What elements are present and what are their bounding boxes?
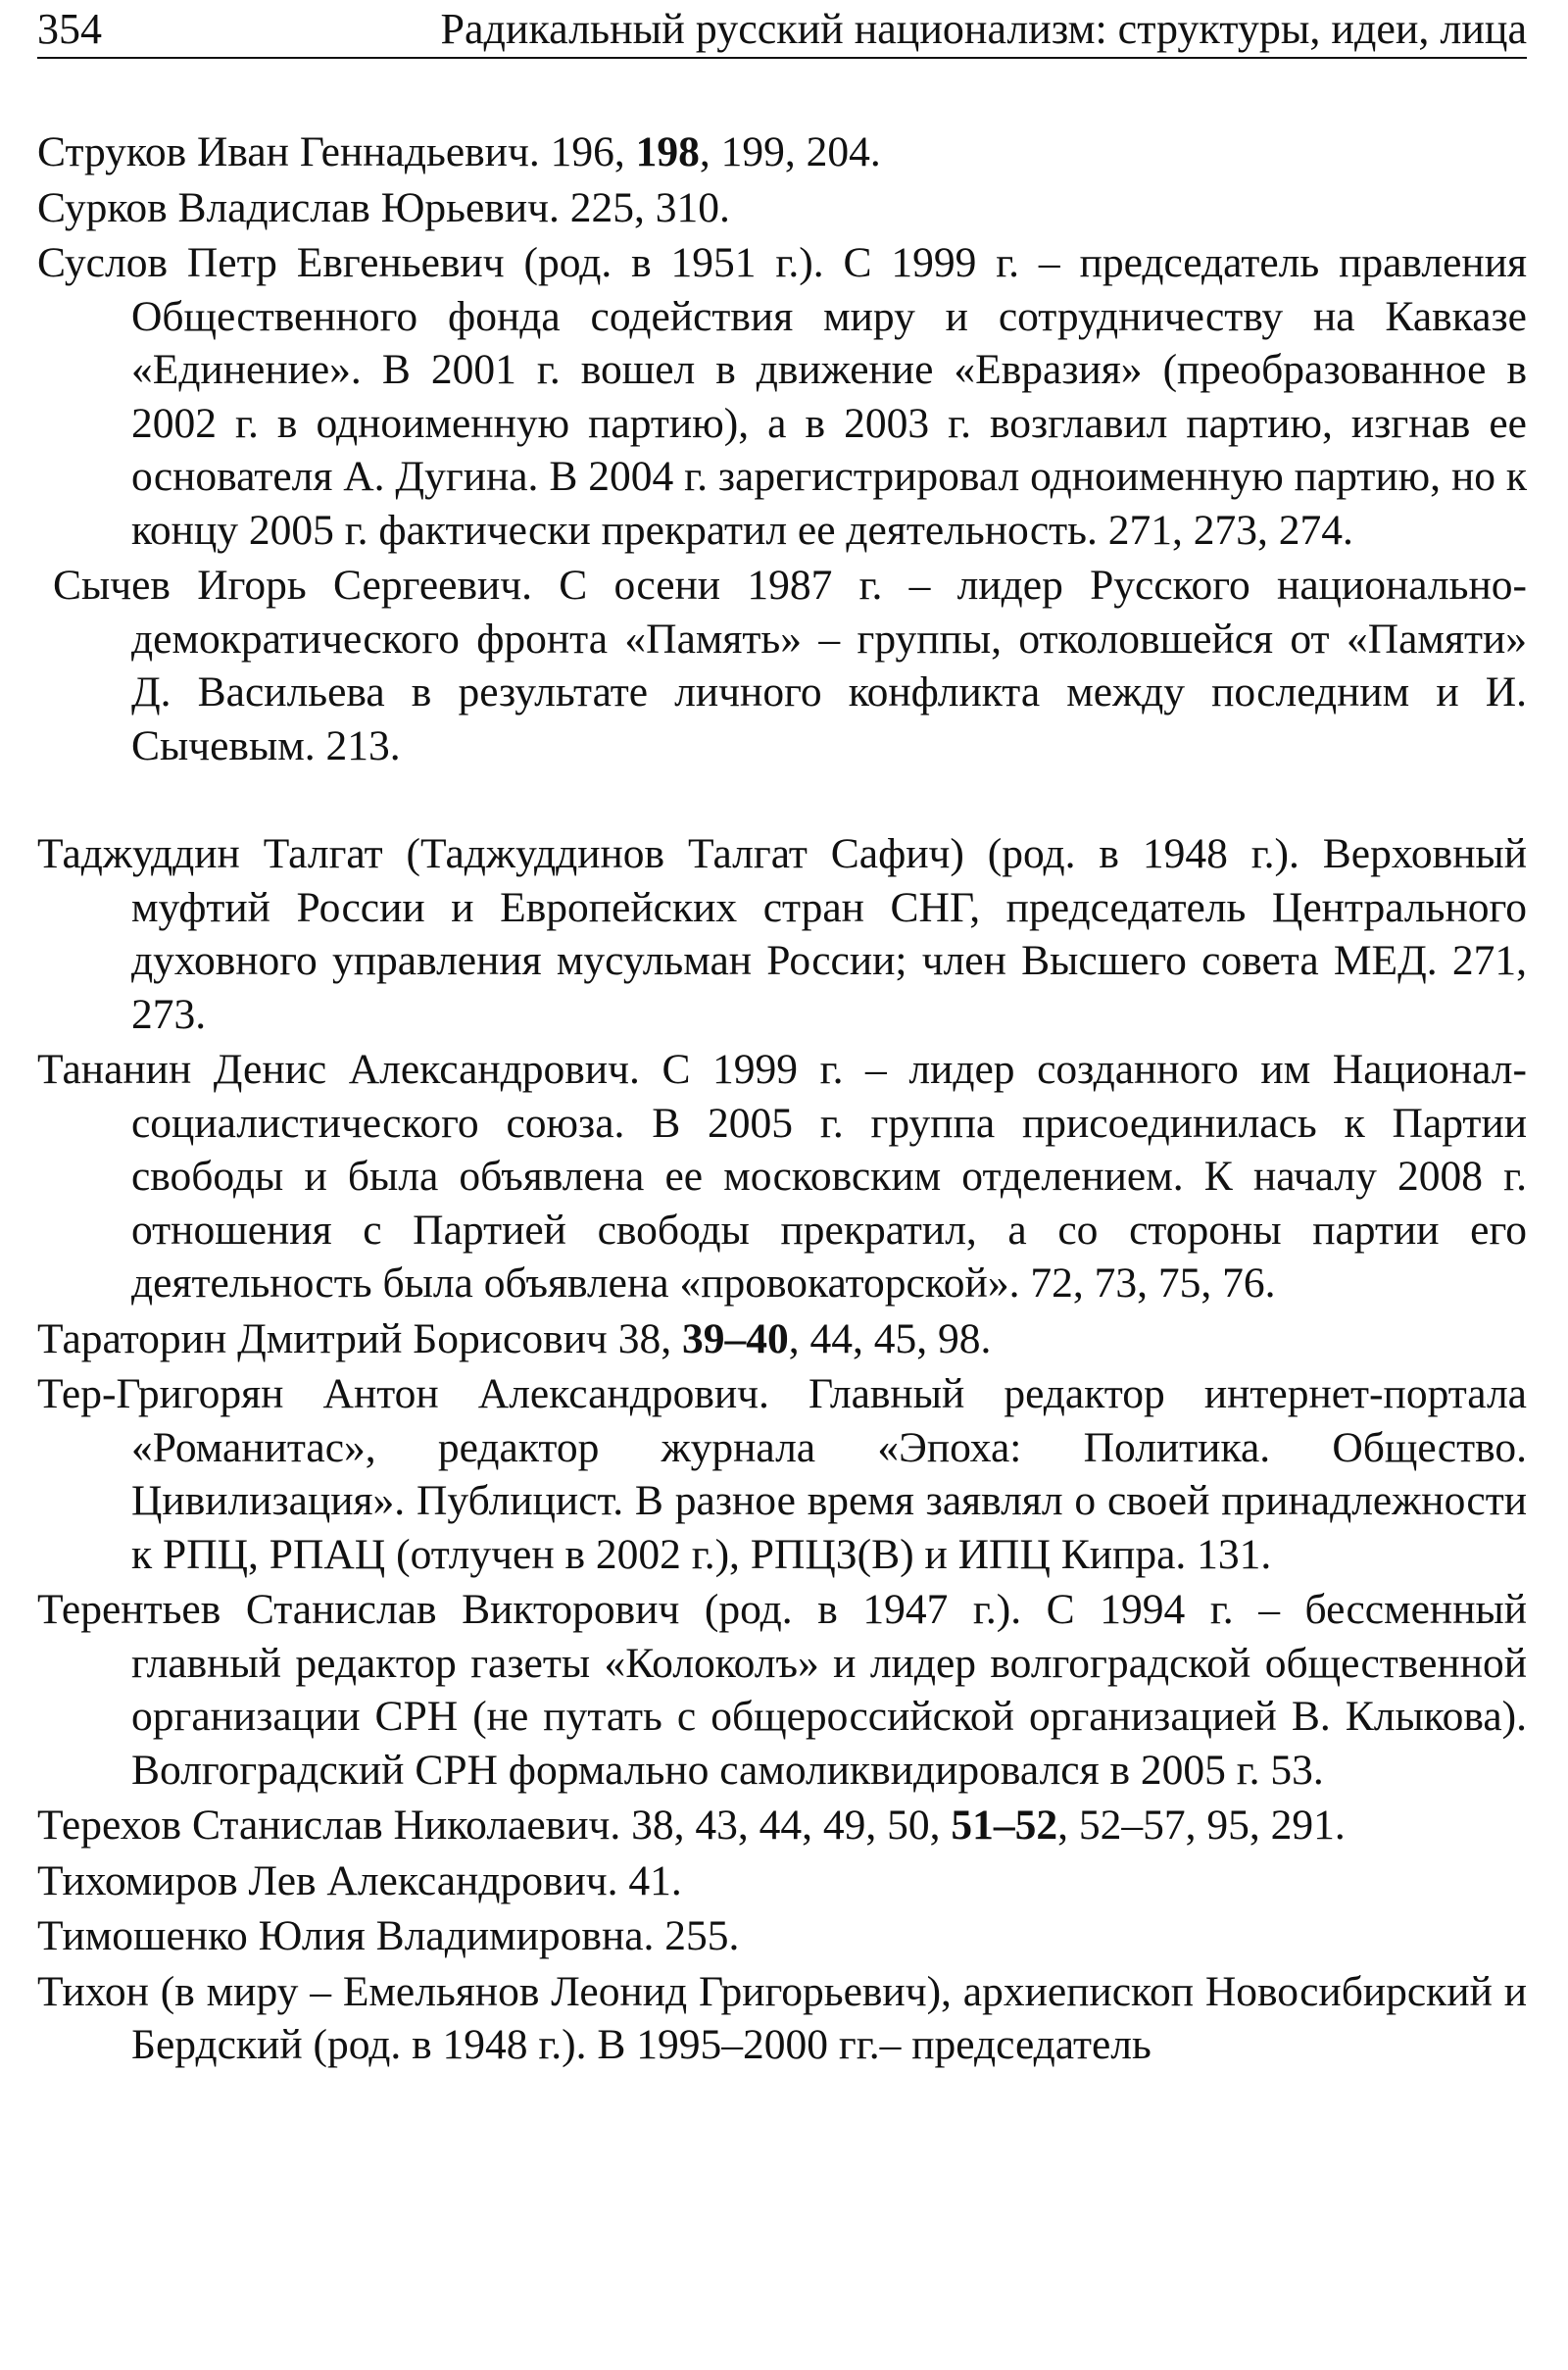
entry-text: Сурков Владислав Юрьевич. 225, 310. [37,183,730,231]
index-entries [37,125,1527,2074]
entry-text: Струков Иван Геннадьевич. 196, [37,128,636,175]
index-entry-sychev [37,559,1527,772]
index-entry-tikhon [37,1965,1527,2072]
index-entry-terentev [37,1583,1527,1797]
page-ref-bold: 198 [635,128,700,175]
index-entry-timoshenko [37,1909,1527,1963]
entry-text: Таджуддин Талгат (Таджуддинов Талгат Сафич) (род. в 1948 г.). Верховный муфтий России и Европейских стран СНГ, председатель Центрального духовного управления мусульман России; член Высшего совета МЕД. 271, 273. [37,830,1527,1038]
index-entry-terekhov [37,1799,1527,1852]
entry-text: Тихон (в миру – Емельянов Леонид Григорьевич), архиепископ Новосибирский и Бердский (род. в 1948 г.). В 1995–2000 гг.– председатель [37,1967,1527,2068]
entry-text: Тананин Денис Александрович. С 1999 г. – лидер созданного им Национал-социалистического союза. В 2005 г. группа присоединилась к Партии свободы и была объявлена ее московским отделением. К началу 2008 г. отношения с Партией свободы прекратил, а со стороны партии его деятельность была объявлена «провокаторской». 72, 73, 75, 76. [37,1046,1527,1307]
book-page [37,0,1527,2068]
page-ref-bold: 39–40 [681,1314,789,1362]
entry-text: , 44, 45, 98. [788,1314,992,1362]
entry-text: Тараторин Дмитрий Борисович 38, [37,1314,682,1362]
entry-text: Терентьев Станислав Викторович (род. в 1947 г.). С 1994 г. – бессменный главный редактор газеты «Колоколъ» и лидер волгоградской общественной организации СРН (не путать с общероссийской организацией В. Клыкова). Волгоградский СРН формально самоликвидировался в 2005 г. 53. [37,1586,1527,1794]
entry-text: Сычев Игорь Сергеевич. С осени 1987 г. – лидер Русского национально-демократического фронта «Память» – группы, отколовшейся от «Памяти» Д. Васильева в результате личного конфликта между последним и И. Сычевым. 213. [53,562,1527,769]
index-entry-suslov [37,236,1527,557]
entry-text: , 199, 204. [699,128,881,175]
entry-text: Тихомиров Лев Александрович. 41. [37,1856,682,1904]
page-ref-bold: 51–52 [951,1802,1058,1849]
entry-text: Тимошенко Юлия Владимировна. 255. [37,1912,740,1959]
page-number: 354 [37,5,102,53]
index-entry-tadzhuddin [37,827,1527,1041]
index-entry-tananin [37,1043,1527,1310]
running-header [37,0,1527,59]
entry-text: Тер-Григорян Антон Александрович. Главный редактор интернет-портала «Романитас», редактор журнала «Эпоха: Политика. Общество. Цивилизация». Публицист. В разное время заявлял о своей принадлежности к РПЦ, РПАЦ (отлучен в 2002 г.), РПЦЗ(В) и ИПЦ Кипра. 131. [37,1370,1527,1578]
index-entry-ter-grigoryan [37,1367,1527,1581]
index-entry-taratorin [37,1312,1527,1366]
letter-section-gap [37,774,1527,827]
entry-text: Терехов Станислав Николаевич. 38, 43, 44, 49, 50, [37,1802,952,1849]
index-entry-surkov [37,181,1527,235]
running-title: Радикальный русский национализм: структуры, идеи, лица [440,5,1527,53]
index-entry-strukov [37,125,1527,179]
index-entry-tikhomirov [37,1854,1527,1908]
entry-text: , 52–57, 95, 291. [1057,1802,1346,1849]
entry-text: Суслов Петр Евгеньевич (род. в 1951 г.). С 1999 г. – председатель правления Общественного фонда содействия миру и сотрудничеству на Кавказе «Единение». В 2001 г. вошел в движение «Евразия» (преобразованное в 2002 г. в одноименную партию), а в 2003 г. возглавил партию, изгнав ее основателя А. Дугина. В 2004 г. зарегистрировал одноименную партию, но к концу 2005 г. фактически прекратил ее деятельность. 271, 273, 274. [37,239,1527,554]
